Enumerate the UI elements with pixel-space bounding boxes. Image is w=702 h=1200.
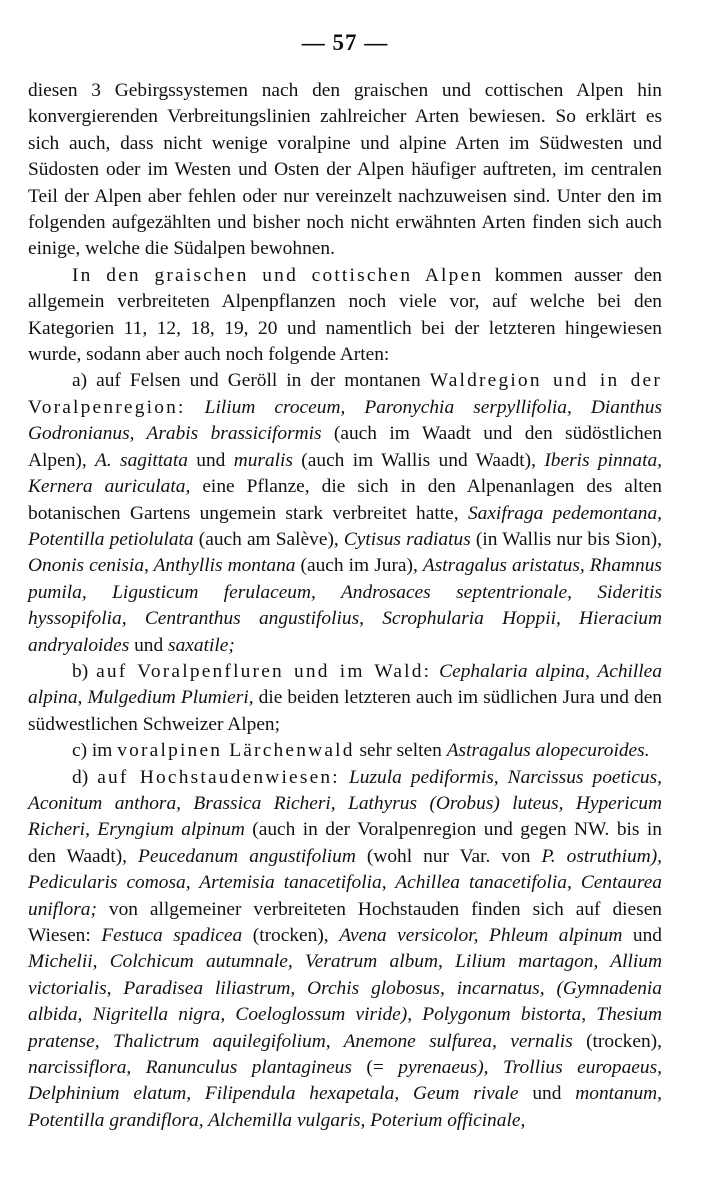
species-name: Lilium croceum, Paronychia serpyllifolia, Dianthus Godronianus, Arabis brassiciformis — [28, 396, 662, 445]
text-segment: (= — [351, 1057, 399, 1079]
species-name: muralis — [233, 449, 293, 471]
text-segment: b) — [72, 660, 97, 682]
text-segment: (wohl nur Var. von — [355, 845, 542, 867]
text-segment: d) — [72, 766, 98, 788]
text-segment: und — [518, 1083, 576, 1105]
paragraph-p6 — [28, 765, 662, 1135]
text-segment: (in Wallis nur bis Sion), — [470, 528, 662, 550]
paragraph-p5 — [28, 738, 662, 764]
species-name: Cephalaria alpina, Achillea alpina, Mulgedium Plumieri, — [28, 660, 662, 709]
text-segment — [186, 397, 205, 418]
spaced-heading-text: Waldregion und in der Voralpenregion: — [28, 370, 662, 418]
text-segment: a) auf Felsen und Geröll in der montanen — [72, 370, 430, 392]
species-name: Saxifraga pedemontana, Potentilla petiolulata — [28, 502, 662, 550]
text-segment: (auch in der Voralpenregion und gegen NW. bis in den Waadt), — [28, 819, 662, 867]
paragraph-p1 — [28, 78, 662, 263]
species-name: Iberis pinnata, Kernera auriculata, — [28, 449, 663, 498]
spaced-heading-text: In den graischen und cottischen Alpen — [72, 264, 484, 286]
text-segment: (auch im Jura), — [295, 555, 423, 577]
text-segment: eine Pflanze, die sich in den Alpenanlagen des alten botanischen Gartens ungemein stark verbreitet hatte, — [28, 476, 662, 524]
text-segment: diesen 3 Gebirgssystemen nach den graischen und cottischen Alpen hin konvergierenden Verbreitungslinien zahlreicher Arten bewiesen. So erklärt es sich auch, dass nicht wenige voralpine und alpine Arten im Südwesten und Südosten oder im Westen und Osten der Alpen häufiger auftreten, im centralen Teil der Alpen aber fehlen oder nur vereinzelt nachzuweisen sind. Unter den im folgenden aufgezählten und bisher noch nicht erwähnten Arten finden sich auch einige, welche die Südalpen bewohnen. — [28, 80, 662, 260]
text-segment: und — [187, 449, 234, 471]
text-segment — [431, 661, 439, 682]
species-name: Astragalus aristatus, Rhamnus pumila, Ligusticum ferulaceum, Androsaces septentrionale, Sideritis hyssopifolia, Centranthus angustifolius, Scrophularia Hoppii, Hieracium andryaloides — [28, 555, 662, 656]
spaced-heading-text: auf Voralpenfluren und im Wald: — [96, 660, 432, 682]
text-segment: c) im — [72, 740, 118, 762]
species-name: Peucedanum angustifolium — [138, 845, 356, 867]
spaced-heading-text: auf Hochstaudenwiesen: — [97, 766, 340, 788]
species-name: Astragalus alopecuroides. — [446, 740, 650, 762]
paragraph-p3 — [28, 368, 662, 658]
text-segment: (auch im Waadt und den südöstlichen Alpen), — [28, 423, 663, 471]
species-name: P. ostruthium), Pedicularis comosa, Artemisia tanacetifolia, Achillea tanacetifolia, Centaurea uniflora; — [28, 845, 663, 920]
text-segment: von allgemeiner verbreiteten Hochstauden finden sich auf diesen Wiesen: — [28, 898, 662, 946]
species-name: Ononis cenisia, Anthyllis montana — [28, 555, 296, 577]
paragraph-p4 — [28, 659, 662, 738]
text-segment: (trocken), — [242, 925, 340, 946]
species-name: Avena versicolor, Phleum alpinum — [339, 925, 623, 946]
text-segment: die beiden letzteren auch im südlichen Jura und den südwestlichen Schweizer Alpen; — [28, 687, 663, 735]
species-name: Luzula pediformis, Narcissus poeticus, Aconitum anthora, Brassica Richeri, Lathyrus (Orobus) luteus, Hypericum Richeri, Eryngium alpinum — [28, 766, 662, 841]
species-name: Festuca spadicea — [101, 925, 243, 946]
text-segment: sehr selten — [354, 740, 447, 762]
text-segment: und — [622, 925, 662, 946]
species-name: Cytisus radiatus — [343, 528, 471, 550]
species-name: A. sagittata — [95, 449, 188, 471]
species-name: montanum, Potentilla grandiflora, Alchemilla vulgaris, Poterium officinale, — [28, 1083, 662, 1131]
species-name: narcissiflora, Ranunculus plantagineus — [28, 1057, 352, 1079]
species-name: pyrenaeus), Trollius europaeus, Delphinium elatum, Filipendula hexapetala, Geum rivale — [28, 1057, 663, 1105]
text-segment: kommen ausser den allgemein verbreiteten Alpenpflanzen noch viele vor, auf welche bei den Kategorien 11, 12, 18, 19, 20 und namentlich bei der letzteren hingewiesen wurde, sodann aber auch noch folgende Arten: — [28, 264, 662, 366]
text-segment: (auch im Wallis und Waadt), — [292, 449, 545, 471]
page-number: — 57 — — [301, 30, 389, 55]
paragraph-p2 — [28, 263, 662, 369]
spaced-heading-text: voralpinen Lärchenwald — [117, 740, 355, 762]
text-segment: (trocken), — [572, 1030, 662, 1052]
body-text — [28, 78, 662, 1134]
text-segment — [340, 767, 349, 788]
text-segment: (auch am Salève), — [193, 528, 344, 550]
species-name: Michelii, Colchicum autumnale, Veratrum album, Lilium martagon, Allium victorialis, Paradisea liliastrum, Orchis globosus, incarnatus, (Gymnadenia albida, Nigritella nigra, Coeloglossum viride), Polygonum bistorta, Thesium pratense, Thalictrum aquilegifolium, Anemone sulfurea, vernalis — [28, 951, 662, 1052]
text-segment: und — [129, 634, 169, 656]
species-name: saxatile; — [168, 634, 235, 656]
